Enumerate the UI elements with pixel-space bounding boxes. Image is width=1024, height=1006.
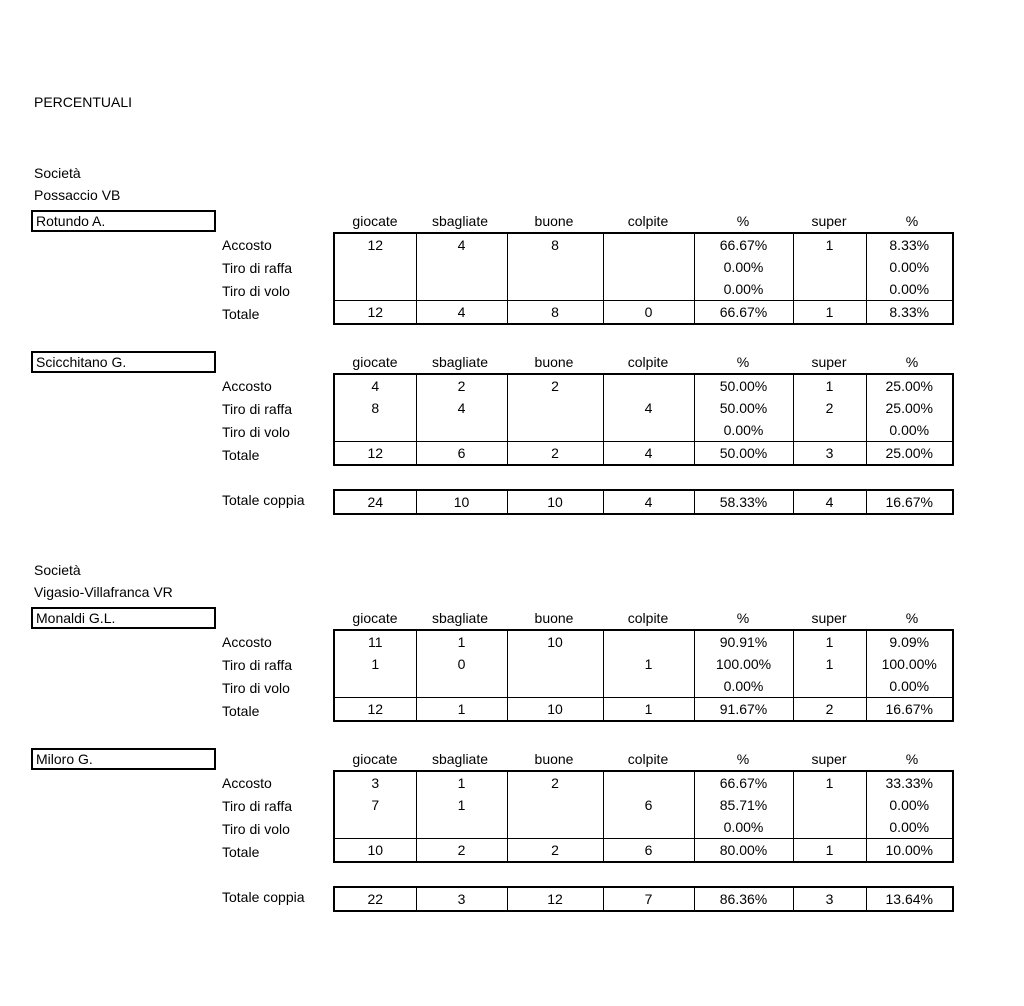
column-header: super	[811, 354, 847, 370]
table-cell: 1	[416, 630, 507, 653]
table-cell: 25.00%	[866, 374, 953, 397]
column-header: %	[905, 751, 919, 767]
table-cell	[507, 397, 603, 419]
table-cell: 1	[334, 653, 416, 675]
column-header: %	[736, 610, 750, 626]
table-cell: 0.00%	[866, 675, 953, 698]
pair-total-table	[333, 489, 954, 515]
table-cell: 1	[793, 771, 866, 794]
table-cell: 25.00%	[866, 442, 953, 466]
table-cell: 4	[793, 490, 866, 514]
table-cell: 8.33%	[866, 301, 953, 325]
table-row	[334, 301, 953, 325]
table-cell: 0.00%	[694, 419, 793, 442]
table-cell: 1	[416, 698, 507, 722]
column-header: buone	[534, 354, 574, 370]
table-cell: 24	[334, 490, 416, 514]
table-cell	[793, 794, 866, 816]
table-cell	[603, 675, 694, 698]
row-label: Tiro di raffa	[222, 401, 293, 417]
column-header: giocate	[352, 354, 398, 370]
table-cell: 10	[416, 490, 507, 514]
column-header: %	[736, 213, 750, 229]
table-cell	[416, 278, 507, 301]
column-header: colpite	[627, 751, 669, 767]
table-cell	[416, 675, 507, 698]
row-label: Totale	[222, 703, 260, 719]
row-label: Totale	[222, 306, 260, 322]
column-header: sbagliate	[431, 213, 489, 229]
team-label: Società	[34, 165, 81, 181]
table-row	[334, 256, 953, 278]
table-cell	[507, 653, 603, 675]
table-cell: 2	[793, 698, 866, 722]
table-cell: 1	[793, 630, 866, 653]
column-header: colpite	[627, 354, 669, 370]
table-cell: 0	[603, 301, 694, 325]
table-cell: 66.67%	[694, 233, 793, 256]
table-row	[334, 490, 953, 514]
table-cell: 7	[603, 887, 694, 911]
table-cell: 10	[507, 698, 603, 722]
table-cell	[793, 816, 866, 839]
row-label: Tiro di raffa	[222, 657, 293, 673]
table-cell: 8	[507, 233, 603, 256]
table-cell	[603, 374, 694, 397]
row-label: Tiro di raffa	[222, 798, 293, 814]
table-cell	[507, 256, 603, 278]
table-cell	[507, 278, 603, 301]
table-cell: 4	[334, 374, 416, 397]
table-cell	[507, 419, 603, 442]
table-cell	[603, 630, 694, 653]
table-cell: 2	[507, 839, 603, 863]
column-header: colpite	[627, 610, 669, 626]
table-cell: 2	[793, 397, 866, 419]
column-header: buone	[534, 213, 574, 229]
table-cell: 13.64%	[866, 887, 953, 911]
table-cell: 6	[416, 442, 507, 466]
table-cell: 12	[334, 698, 416, 722]
table-row	[334, 839, 953, 863]
table-cell: 1	[793, 233, 866, 256]
table-row	[334, 630, 953, 653]
column-header: buone	[534, 751, 574, 767]
table-cell: 3	[416, 887, 507, 911]
table-cell: 2	[507, 374, 603, 397]
table-cell: 25.00%	[866, 397, 953, 419]
table-cell: 0.00%	[866, 419, 953, 442]
table-cell: 2	[416, 839, 507, 863]
table-cell	[793, 675, 866, 698]
table-cell: 2	[416, 374, 507, 397]
table-cell: 6	[603, 839, 694, 863]
column-header: giocate	[352, 610, 398, 626]
player-name-box: Monaldi G.L.	[31, 607, 216, 629]
table-cell: 4	[416, 233, 507, 256]
row-label: Accosto	[222, 775, 272, 791]
table-cell	[793, 256, 866, 278]
table-row	[334, 794, 953, 816]
table-cell: 1	[416, 794, 507, 816]
column-header: sbagliate	[431, 354, 489, 370]
player-name-box: Scicchitano G.	[31, 351, 216, 373]
table-cell: 0.00%	[866, 278, 953, 301]
pair-total-table	[333, 886, 954, 912]
table-row	[334, 397, 953, 419]
table-row	[334, 771, 953, 794]
table-cell: 8	[334, 397, 416, 419]
table-cell: 10	[507, 490, 603, 514]
table-cell: 1	[603, 653, 694, 675]
table-cell	[334, 816, 416, 839]
table-cell: 1	[793, 653, 866, 675]
table-cell: 58.33%	[694, 490, 793, 514]
table-cell: 4	[603, 397, 694, 419]
table-cell: 0	[416, 653, 507, 675]
table-cell: 1	[793, 839, 866, 863]
table-cell	[603, 256, 694, 278]
row-label: Totale	[222, 447, 260, 463]
table-row	[334, 233, 953, 256]
player-name-box: Miloro G.	[31, 748, 216, 770]
table-cell: 66.67%	[694, 771, 793, 794]
table-cell: 66.67%	[694, 301, 793, 325]
table-cell: 3	[334, 771, 416, 794]
table-cell: 3	[793, 442, 866, 466]
table-cell: 9.09%	[866, 630, 953, 653]
table-cell	[603, 233, 694, 256]
row-label: Tiro di volo	[222, 283, 290, 299]
table-cell: 0.00%	[866, 816, 953, 839]
player-stats-table	[333, 770, 954, 863]
table-cell: 8	[507, 301, 603, 325]
table-cell: 0.00%	[866, 256, 953, 278]
table-cell: 33.33%	[866, 771, 953, 794]
row-label: Totale	[222, 844, 260, 860]
table-cell: 100.00%	[866, 653, 953, 675]
table-cell	[507, 816, 603, 839]
team-name: Possaccio VB	[34, 187, 121, 203]
player-stats-table	[333, 373, 954, 466]
table-row	[334, 816, 953, 839]
table-row	[334, 419, 953, 442]
table-cell: 91.67%	[694, 698, 793, 722]
table-cell: 10	[507, 630, 603, 653]
table-cell: 16.67%	[866, 698, 953, 722]
column-header: colpite	[627, 213, 669, 229]
table-cell	[334, 419, 416, 442]
table-cell: 8.33%	[866, 233, 953, 256]
column-header: super	[811, 213, 847, 229]
column-header: %	[736, 354, 750, 370]
page-title: PERCENTUALI	[34, 94, 133, 110]
table-cell: 0.00%	[694, 278, 793, 301]
table-cell	[603, 816, 694, 839]
table-cell	[334, 278, 416, 301]
table-cell: 11	[334, 630, 416, 653]
table-cell: 2	[507, 771, 603, 794]
column-header: giocate	[352, 213, 398, 229]
column-header: %	[736, 751, 750, 767]
table-cell: 3	[793, 887, 866, 911]
table-row	[334, 675, 953, 698]
column-header: sbagliate	[431, 751, 489, 767]
table-row	[334, 653, 953, 675]
row-label: Tiro di volo	[222, 680, 290, 696]
table-cell: 4	[603, 442, 694, 466]
table-cell: 1	[793, 374, 866, 397]
table-cell	[603, 278, 694, 301]
table-cell	[416, 256, 507, 278]
table-cell: 50.00%	[694, 442, 793, 466]
column-header: %	[905, 610, 919, 626]
table-cell: 1	[603, 698, 694, 722]
table-cell: 12	[334, 301, 416, 325]
column-header: sbagliate	[431, 610, 489, 626]
row-label: Tiro di volo	[222, 424, 290, 440]
table-cell: 4	[416, 301, 507, 325]
table-cell: 90.91%	[694, 630, 793, 653]
table-cell	[334, 675, 416, 698]
pair-total-label: Totale coppia	[222, 492, 305, 508]
table-cell	[416, 816, 507, 839]
table-cell: 12	[507, 887, 603, 911]
table-row	[334, 887, 953, 911]
table-cell: 2	[507, 442, 603, 466]
table-cell: 10	[334, 839, 416, 863]
table-cell: 50.00%	[694, 397, 793, 419]
table-cell	[793, 278, 866, 301]
table-cell: 0.00%	[694, 675, 793, 698]
table-cell: 86.36%	[694, 887, 793, 911]
table-cell: 1	[793, 301, 866, 325]
column-header: super	[811, 610, 847, 626]
row-label: Tiro di raffa	[222, 260, 293, 276]
column-header: %	[905, 213, 919, 229]
table-cell: 4	[603, 490, 694, 514]
table-cell: 1	[416, 771, 507, 794]
table-cell: 100.00%	[694, 653, 793, 675]
table-cell: 80.00%	[694, 839, 793, 863]
table-cell: 4	[416, 397, 507, 419]
pair-total-label: Totale coppia	[222, 889, 305, 905]
table-cell: 7	[334, 794, 416, 816]
player-name-box: Rotundo A.	[31, 210, 216, 232]
table-cell: 50.00%	[694, 374, 793, 397]
column-header: buone	[534, 610, 574, 626]
table-cell	[793, 419, 866, 442]
team-label: Società	[34, 562, 81, 578]
column-header: %	[905, 354, 919, 370]
table-row	[334, 698, 953, 722]
table-cell: 0.00%	[694, 816, 793, 839]
table-cell: 10.00%	[866, 839, 953, 863]
team-name: Vigasio-Villafranca VR	[34, 584, 173, 600]
column-header: giocate	[352, 751, 398, 767]
table-cell: 0.00%	[866, 794, 953, 816]
table-cell	[507, 675, 603, 698]
row-label: Accosto	[222, 634, 272, 650]
row-label: Accosto	[222, 378, 272, 394]
table-cell	[603, 419, 694, 442]
table-cell: 12	[334, 442, 416, 466]
table-row	[334, 374, 953, 397]
column-header: super	[811, 751, 847, 767]
table-cell: 0.00%	[694, 256, 793, 278]
row-label: Tiro di volo	[222, 821, 290, 837]
table-row	[334, 278, 953, 301]
table-cell: 22	[334, 887, 416, 911]
table-cell	[603, 771, 694, 794]
table-cell: 6	[603, 794, 694, 816]
player-stats-table	[333, 629, 954, 722]
table-cell	[416, 419, 507, 442]
table-cell: 16.67%	[866, 490, 953, 514]
table-row	[334, 442, 953, 466]
table-cell	[507, 794, 603, 816]
table-cell: 85.71%	[694, 794, 793, 816]
table-cell: 12	[334, 233, 416, 256]
row-label: Accosto	[222, 237, 272, 253]
table-cell	[334, 256, 416, 278]
player-stats-table	[333, 232, 954, 325]
